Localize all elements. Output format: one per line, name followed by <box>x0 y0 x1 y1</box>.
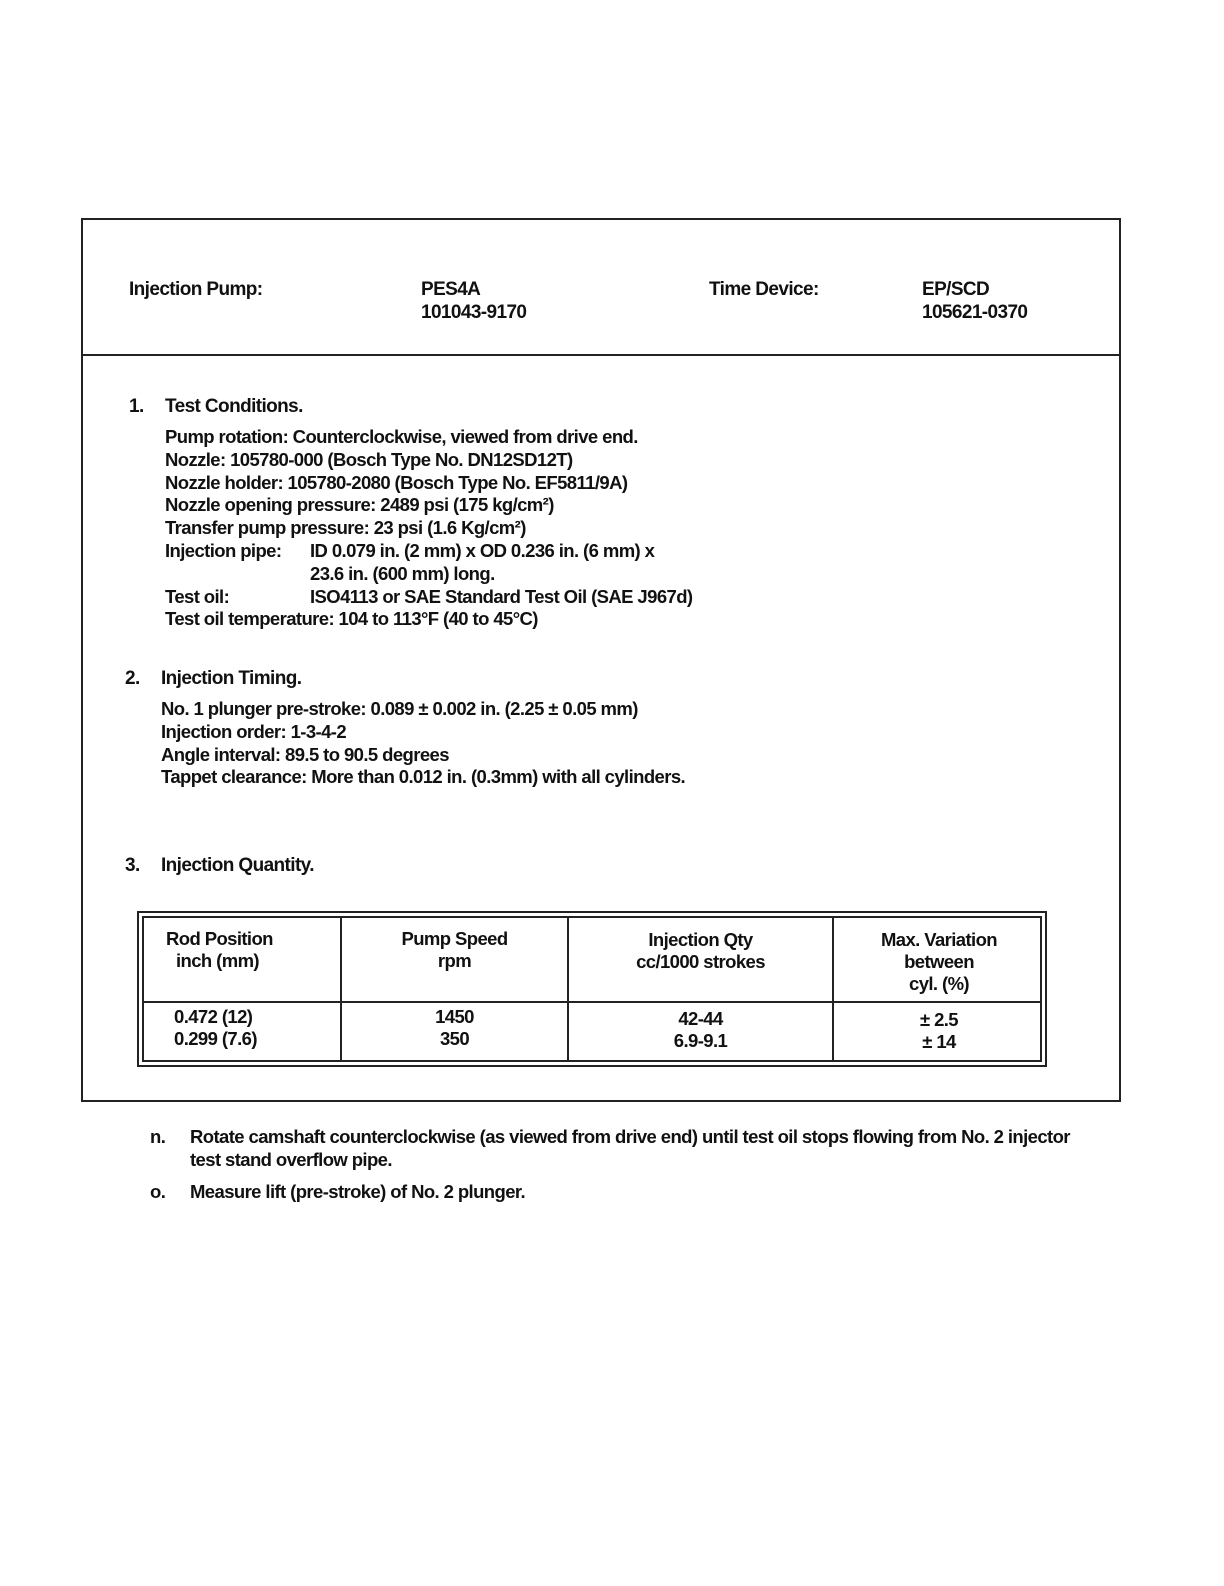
injection-pipe-value: ID 0.079 in. (2 mm) x OD 0.236 in. (6 mm) x <box>310 539 655 561</box>
time-model: EP/SCD <box>922 279 990 300</box>
timing-line: No. 1 plunger pre-stroke: 0.089 ± 0.002 in. (2.25 ± 0.05 mm) <box>161 698 638 719</box>
test-oil-line <box>165 586 692 609</box>
injection-pipe-line-cont <box>165 563 692 586</box>
injection-pipe-line <box>165 540 692 563</box>
note-text: Rotate camshaft counterclockwise (as viewed from drive end) until test oil stops flowing from No. 2 injector <box>190 1126 1070 1147</box>
note-o <box>150 1181 1150 1204</box>
spec-box <box>81 218 1121 1102</box>
timing-line: Injection order: 1-3-4-2 <box>161 720 347 742</box>
header-pump-speed: Pump Speed rpm <box>401 928 508 971</box>
time-device-values <box>922 278 1027 324</box>
injection-quantity-table <box>137 911 1047 1067</box>
procedure-notes <box>150 1126 1150 1204</box>
note-n <box>150 1126 1150 1171</box>
test-oil-label: Test oil: <box>165 585 230 607</box>
table-cell-injection-qty: 42-44 6.9-9.1 <box>673 1008 728 1051</box>
note-letter: o. <box>150 1181 166 1202</box>
pump-number: 101043-9170 <box>421 302 527 323</box>
timing-line: Tappet clearance: More than 0.012 in. (0.3mm) with all cylinders. <box>161 766 686 788</box>
section-injection-quantity-title: 3. Injection Quantity. <box>125 855 314 876</box>
pump-label: Injection Pump: <box>129 279 263 300</box>
test-conditions-list <box>165 426 692 631</box>
table-cell-pump-speed: 1450 350 <box>435 1006 474 1049</box>
test-oil-value: ISO4113 or SAE Standard Test Oil (SAE J967d) <box>310 585 693 607</box>
time-device-label: Time Device: <box>709 279 819 300</box>
pump-model: PES4A <box>421 279 481 300</box>
table-cell-max-variation: ± 2.5 ± 14 <box>919 1009 958 1052</box>
time-number: 105621-0370 <box>922 302 1028 323</box>
test-condition-line: Transfer pump pressure: 23 psi (1.6 Kg/cm²) <box>165 517 526 539</box>
test-condition-line: Nozzle opening pressure: 2489 psi (175 kg/cm²) <box>165 494 554 516</box>
header-max-variation: Max. Variation between cyl. (%) <box>880 929 997 994</box>
header-rod-position: Rod Position inch (mm) <box>166 928 273 971</box>
injection-timing-list <box>161 698 685 789</box>
note-letter: n. <box>150 1126 166 1147</box>
header-row <box>83 220 1119 356</box>
header-injection-qty: Injection Qty cc/1000 strokes <box>636 929 765 972</box>
table-grid <box>142 916 1042 1062</box>
note-text-cont: test stand overflow pipe. <box>190 1148 392 1170</box>
test-condition-line: Nozzle: 105780-000 (Bosch Type No. DN12SD12T) <box>165 448 573 470</box>
injection-pipe-label: Injection pipe: <box>165 539 282 561</box>
header-divider <box>144 1001 1040 1003</box>
table-cell-rod-position: 0.472 (12) 0.299 (7.6) <box>174 1006 257 1049</box>
pump-values <box>421 278 526 324</box>
test-condition-line: Nozzle holder: 105780-2080 (Bosch Type No. EF5811/9A) <box>165 471 628 493</box>
section-test-conditions-title: 1. Test Conditions. <box>129 396 303 417</box>
section-injection-timing-title: 2. Injection Timing. <box>125 668 302 689</box>
note-text: Measure lift (pre-stroke) of No. 2 plunger. <box>190 1181 526 1202</box>
timing-line: Angle interval: 89.5 to 90.5 degrees <box>161 743 449 765</box>
test-condition-line: Pump rotation: Counterclockwise, viewed from drive end. <box>165 426 638 447</box>
injection-pipe-value-cont: 23.6 in. (600 mm) long. <box>310 562 495 584</box>
test-oil-temp-line: Test oil temperature: 104 to 113°F (40 to 45°C) <box>165 608 538 630</box>
